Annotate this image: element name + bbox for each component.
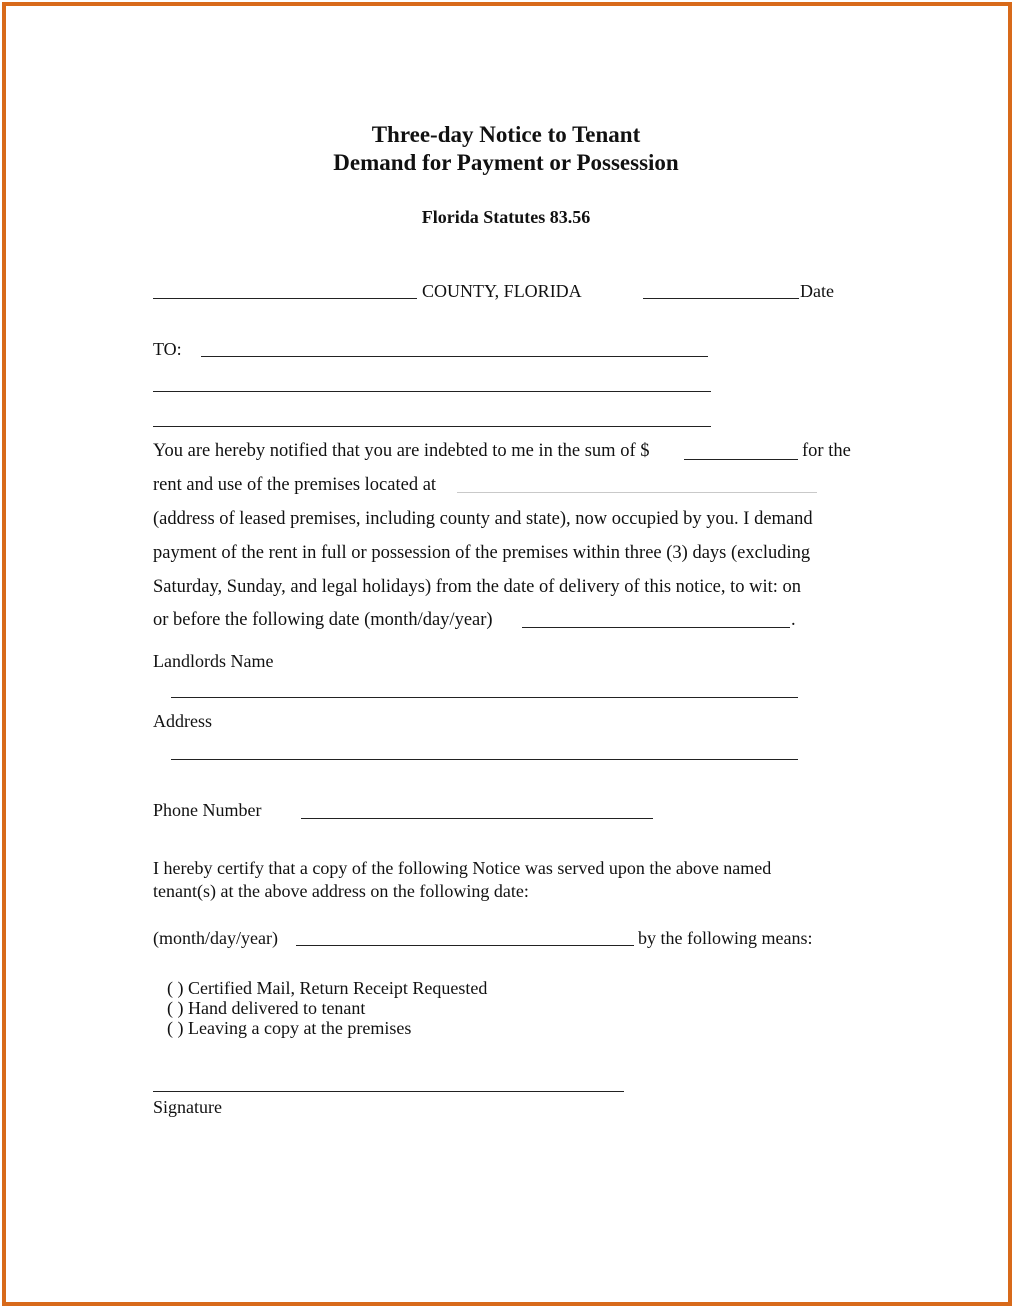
service-means-label: by the following means: bbox=[638, 928, 813, 948]
deadline-date-blank[interactable] bbox=[522, 627, 790, 628]
landlord-address-blank[interactable] bbox=[171, 759, 798, 760]
landlord-name-blank[interactable] bbox=[171, 697, 798, 698]
notice-line-1-end: for the bbox=[802, 441, 851, 461]
service-option-certified-mail[interactable]: ( ) Certified Mail, Return Receipt Requested bbox=[167, 978, 488, 998]
landlord-name-label: Landlords Name bbox=[153, 651, 274, 671]
to-blank-line-2[interactable] bbox=[153, 391, 711, 392]
date-label: Date bbox=[800, 281, 834, 301]
to-blank-line-3[interactable] bbox=[153, 426, 711, 427]
notice-line-2: rent and use of the premises located at bbox=[153, 475, 437, 495]
statute-reference: Florida Statutes 83.56 bbox=[421, 207, 591, 227]
service-option-hand-delivered[interactable]: ( ) Hand delivered to tenant bbox=[167, 998, 366, 1018]
service-option-leaving-copy[interactable]: ( ) Leaving a copy at the premises bbox=[167, 1018, 412, 1038]
title-line-2: Demand for Payment or Possession bbox=[333, 150, 679, 175]
notice-line-6-end: . bbox=[791, 610, 796, 630]
certify-line-1: I hereby certify that a copy of the following Notice was served upon the above named bbox=[153, 858, 772, 878]
premises-address-blank[interactable] bbox=[457, 492, 817, 493]
county-blank[interactable] bbox=[153, 298, 417, 299]
title-line-1: Three-day Notice to Tenant bbox=[371, 122, 641, 147]
county-label: COUNTY, FLORIDA bbox=[422, 281, 582, 301]
to-blank-line-1[interactable] bbox=[201, 356, 708, 357]
service-date-blank[interactable] bbox=[296, 945, 634, 946]
date-blank[interactable] bbox=[643, 298, 799, 299]
certify-line-2: tenant(s) at the above address on the following date: bbox=[153, 881, 529, 901]
notice-line-4: payment of the rent in full or possession of the premises within three (3) days (excluding bbox=[153, 543, 811, 563]
phone-number-label: Phone Number bbox=[153, 800, 262, 820]
notice-line-1-text: You are hereby notified that you are indebted to me in the sum of $ bbox=[153, 441, 650, 461]
phone-number-blank[interactable] bbox=[301, 818, 653, 819]
landlord-address-label: Address bbox=[153, 711, 212, 731]
signature-blank[interactable] bbox=[153, 1091, 624, 1092]
notice-line-6: or before the following date (month/day/year) bbox=[153, 610, 493, 630]
notice-line-3: (address of leased premises, including county and state), now occupied by you. I demand bbox=[153, 509, 813, 529]
to-label: TO: bbox=[153, 339, 182, 359]
amount-blank[interactable] bbox=[684, 459, 798, 460]
notice-line-1 bbox=[153, 441, 649, 462]
signature-label: Signature bbox=[153, 1097, 222, 1117]
notice-line-5: Saturday, Sunday, and legal holidays) from the date of delivery of this notice, to wit: on bbox=[153, 577, 802, 597]
service-date-label: (month/day/year) bbox=[153, 928, 278, 948]
